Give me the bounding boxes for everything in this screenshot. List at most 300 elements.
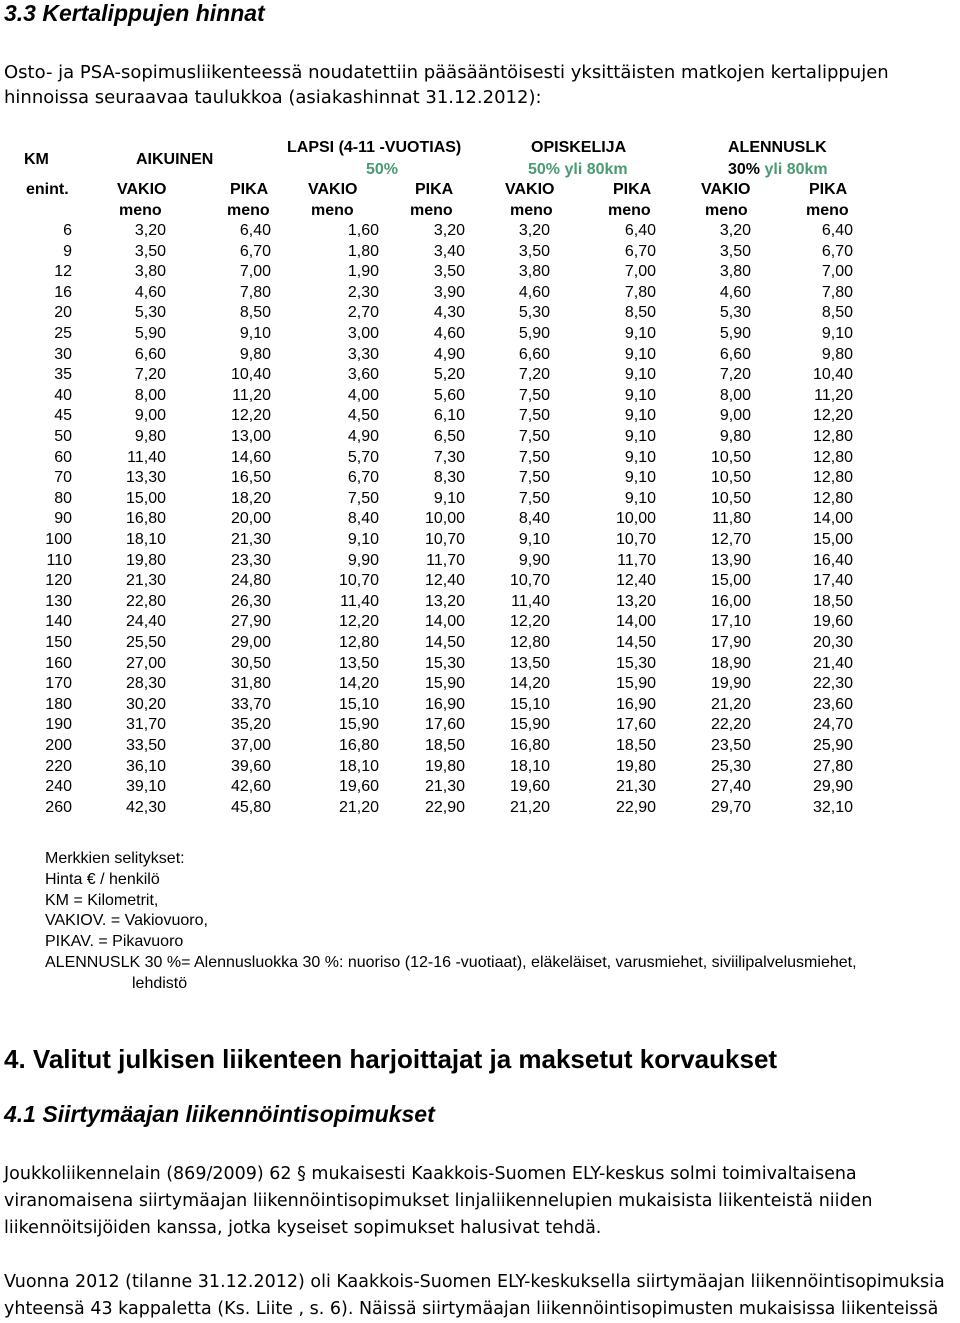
price-cell: 11,70 xyxy=(617,551,656,569)
price-cell: 10,40 xyxy=(812,366,853,384)
km-cell: 6 xyxy=(63,222,72,239)
price-cell: 17,90 xyxy=(710,634,751,651)
price-cell: 16,90 xyxy=(424,695,465,713)
price-cell: 3,50 xyxy=(719,242,751,260)
price-cell: 9,10 xyxy=(624,325,656,342)
price-cell: 9,90 xyxy=(347,551,379,569)
table-row xyxy=(0,427,960,448)
km-cell: 30 xyxy=(54,345,72,363)
subsection-heading: 4.1 Siirtymäajan liikennöintisopimukset xyxy=(4,1101,435,1127)
price-cell: 14,00 xyxy=(812,510,853,528)
km-cell: 40 xyxy=(54,386,72,404)
price-cell: 7,30 xyxy=(433,448,465,466)
price-cell: 7,50 xyxy=(518,489,550,507)
price-cell: 4,90 xyxy=(433,345,465,363)
price-cell: 9,10 xyxy=(624,428,656,445)
price-cell: 12,70 xyxy=(710,531,751,548)
price-cell: 5,30 xyxy=(134,304,166,322)
price-cell: 16,90 xyxy=(615,695,656,713)
km-cell: 120 xyxy=(45,572,72,590)
km-cell: 190 xyxy=(45,716,72,734)
price-cell: 21,20 xyxy=(509,798,550,816)
price-cell: 12,80 xyxy=(812,469,853,487)
col-dir-8: meno xyxy=(806,202,849,219)
price-cell: 6,50 xyxy=(433,428,465,445)
price-cell: 5,70 xyxy=(347,448,379,466)
price-cell: 14,20 xyxy=(338,675,379,693)
price-cell: 12,20 xyxy=(230,407,271,425)
price-cell: 8,50 xyxy=(624,304,656,322)
price-cell: 4,90 xyxy=(347,428,379,445)
price-cell: 3,50 xyxy=(518,242,550,260)
price-cell: 3,50 xyxy=(134,242,166,260)
price-cell: 10,70 xyxy=(615,531,656,548)
price-cell: 7,50 xyxy=(518,407,550,425)
price-cell: 9,10 xyxy=(239,325,271,342)
price-cell: 3,80 xyxy=(134,263,166,281)
price-cell: 18,20 xyxy=(230,489,271,507)
price-cell: 7,50 xyxy=(518,448,550,466)
price-cell: 3,00 xyxy=(347,325,379,342)
price-cell: 7,80 xyxy=(239,283,271,301)
table-row xyxy=(0,262,960,283)
price-cell: 3,90 xyxy=(433,283,465,301)
price-cell: 7,80 xyxy=(821,283,853,301)
price-cell: 4,30 xyxy=(433,304,465,322)
header-discount-pct xyxy=(728,160,828,180)
table-row xyxy=(0,571,960,592)
price-cell: 5,60 xyxy=(433,386,465,404)
price-cell: 3,40 xyxy=(433,242,465,260)
price-cell: 23,50 xyxy=(710,737,751,754)
header-child-pct: 50% xyxy=(366,161,399,178)
price-cell: 45,80 xyxy=(230,798,271,816)
table-row xyxy=(0,674,960,695)
price-cell: 15,00 xyxy=(710,572,751,590)
price-cell: 14,20 xyxy=(509,675,550,693)
price-cell: 16,80 xyxy=(509,737,550,754)
header-child: LAPSI (4-11 -VUOTIAS) xyxy=(287,139,462,156)
price-cell: 18,10 xyxy=(509,757,550,775)
legend-discount-cont: lehdistö xyxy=(132,974,188,992)
price-cell: 9,10 xyxy=(518,531,550,548)
price-cell: 7,20 xyxy=(719,366,751,384)
price-cell: 37,00 xyxy=(230,737,271,754)
price-cell: 12,80 xyxy=(338,634,379,651)
price-cell: 8,00 xyxy=(134,386,166,404)
price-cell: 21,30 xyxy=(424,778,465,796)
price-cell: 4,60 xyxy=(134,283,166,301)
price-cell: 3,50 xyxy=(433,263,465,281)
price-cell: 13,30 xyxy=(125,469,166,487)
price-cell: 27,80 xyxy=(812,757,853,775)
price-cell: 19,80 xyxy=(125,551,166,569)
km-cell: 80 xyxy=(54,489,72,507)
table-row xyxy=(0,448,960,469)
price-cell: 15,00 xyxy=(812,531,853,548)
price-cell: 9,10 xyxy=(624,407,656,425)
km-cell: 170 xyxy=(45,675,72,693)
col-type-2: PIKA xyxy=(230,181,269,198)
price-cell: 13,20 xyxy=(424,592,465,610)
price-cell: 22,90 xyxy=(615,798,656,816)
col-dir-5: meno xyxy=(510,202,553,219)
price-cell: 14,00 xyxy=(424,613,465,631)
price-cell: 8,00 xyxy=(719,386,751,404)
km-cell: 60 xyxy=(54,448,72,466)
price-cell: 10,50 xyxy=(710,448,751,466)
price-cell: 4,60 xyxy=(433,325,465,342)
price-cell: 9,10 xyxy=(624,489,656,507)
table-row xyxy=(0,654,960,675)
price-cell: 19,60 xyxy=(812,613,853,631)
price-cell: 9,10 xyxy=(624,386,656,404)
paragraph-2: Vuonna 2012 (tilanne 31.12.2012) oli Kaakkois-Suomen ELY-keskuksella siirtymäajan liikennöintisopimuksia yhteensä 43 kappaletta (Ks. Liite , s. 6). Näissä siirtymäajan liikennöintisopimusten mukaisissa liikenteissä xyxy=(4,1272,945,1319)
price-cell: 30,50 xyxy=(230,654,271,672)
price-cell: 16,40 xyxy=(812,551,853,569)
col-dir-2: meno xyxy=(227,202,270,219)
price-cell: 21,20 xyxy=(710,695,751,713)
table-row xyxy=(0,551,960,572)
table-row xyxy=(0,386,960,407)
col-type-5: VAKIO xyxy=(505,181,555,198)
price-cell: 25,30 xyxy=(710,757,751,775)
price-cell: 16,80 xyxy=(125,510,166,528)
km-cell: 16 xyxy=(54,283,72,301)
price-cell: 8,40 xyxy=(347,510,379,528)
table-row xyxy=(0,221,960,242)
price-cell: 12,20 xyxy=(812,407,853,425)
col-type-8: PIKA xyxy=(809,181,848,198)
price-cell: 23,30 xyxy=(230,551,271,569)
table-row xyxy=(0,633,960,654)
price-cell: 20,00 xyxy=(230,510,271,528)
price-cell: 17,40 xyxy=(812,572,853,590)
table-row xyxy=(0,530,960,551)
col-dir-6: meno xyxy=(608,202,651,219)
price-cell: 5,30 xyxy=(719,304,751,322)
price-cell: 24,40 xyxy=(125,613,166,631)
price-cell: 3,20 xyxy=(719,222,751,239)
price-cell: 10,00 xyxy=(424,510,465,528)
price-cell: 9,00 xyxy=(719,407,751,425)
price-cell: 1,80 xyxy=(347,242,379,260)
price-cell: 7,50 xyxy=(518,428,550,445)
price-cell: 9,10 xyxy=(624,345,656,363)
price-cell: 10,70 xyxy=(424,531,465,548)
price-cell: 4,60 xyxy=(518,283,550,301)
table-row xyxy=(0,283,960,304)
price-cell: 6,70 xyxy=(624,242,656,260)
price-cell: 4,60 xyxy=(719,283,751,301)
price-cell: 16,50 xyxy=(230,469,271,487)
price-cell: 7,50 xyxy=(518,386,550,404)
price-cell: 13,50 xyxy=(338,654,379,672)
table-row xyxy=(0,612,960,633)
price-cell: 15,90 xyxy=(615,675,656,693)
price-cell: 19,90 xyxy=(710,675,751,693)
price-cell: 8,40 xyxy=(518,510,550,528)
price-cell: 15,00 xyxy=(125,489,166,507)
price-cell: 18,50 xyxy=(615,737,656,754)
fare-table xyxy=(0,134,960,824)
table-row xyxy=(0,242,960,263)
price-cell: 9,80 xyxy=(821,345,853,363)
km-cell: 220 xyxy=(45,757,72,775)
price-cell: 13,50 xyxy=(509,654,550,672)
header-discount-pct-value: 30% yli 80km xyxy=(728,161,828,178)
table-row xyxy=(0,468,960,489)
header-student-pct: 50% yli 80km xyxy=(528,161,628,178)
price-cell: 5,90 xyxy=(518,325,550,342)
price-cell: 18,90 xyxy=(710,654,751,672)
price-cell: 15,30 xyxy=(424,654,465,672)
price-cell: 8,30 xyxy=(433,469,465,487)
price-cell: 21,30 xyxy=(615,778,656,796)
price-cell: 31,80 xyxy=(230,675,271,693)
price-cell: 7,00 xyxy=(821,263,853,281)
price-cell: 21,40 xyxy=(812,654,853,672)
price-cell: 13,90 xyxy=(710,551,751,569)
price-cell: 30,20 xyxy=(125,695,166,713)
col-type-3: VAKIO xyxy=(308,181,358,198)
price-cell: 2,30 xyxy=(347,283,379,301)
price-cell: 9,80 xyxy=(239,345,271,363)
price-cell: 22,30 xyxy=(812,675,853,693)
price-cell: 10,50 xyxy=(710,469,751,487)
price-cell: 2,70 xyxy=(347,304,379,322)
price-cell: 6,70 xyxy=(239,242,271,260)
price-cell: 12,40 xyxy=(615,572,656,590)
chapter-heading: 4. Valitut julkisen liikenteen harjoittajat ja maksetut korvaukset xyxy=(4,1044,778,1074)
price-cell: 6,40 xyxy=(821,222,853,239)
price-cell: 7,20 xyxy=(518,366,550,384)
table-row xyxy=(0,736,960,757)
price-cell: 4,00 xyxy=(347,386,379,404)
price-cell: 11,40 xyxy=(340,592,379,610)
price-cell: 15,90 xyxy=(424,675,465,693)
price-cell: 6,10 xyxy=(433,407,465,425)
price-cell: 19,80 xyxy=(424,757,465,775)
price-cell: 18,50 xyxy=(424,737,465,754)
price-cell: 5,90 xyxy=(719,325,751,342)
price-cell: 13,00 xyxy=(230,428,271,445)
price-cell: 21,30 xyxy=(230,531,271,548)
km-cell: 90 xyxy=(54,510,72,528)
km-cell: 20 xyxy=(54,304,72,322)
price-cell: 6,60 xyxy=(518,345,550,363)
price-cell: 25,90 xyxy=(812,737,853,754)
price-cell: 6,60 xyxy=(719,345,751,363)
price-cell: 7,20 xyxy=(134,366,166,384)
table-row xyxy=(0,489,960,510)
price-cell: 10,50 xyxy=(710,489,751,507)
price-cell: 9,10 xyxy=(624,469,656,487)
price-cell: 29,90 xyxy=(812,778,853,796)
km-cell: 110 xyxy=(46,551,72,569)
price-cell: 23,60 xyxy=(812,695,853,713)
table-row xyxy=(0,798,960,819)
km-cell: 45 xyxy=(54,407,72,425)
price-cell: 10,00 xyxy=(615,510,656,528)
price-cell: 8,50 xyxy=(239,304,271,322)
price-cell: 9,90 xyxy=(518,551,550,569)
paragraph-1: Joukkoliikennelain (869/2009) 62 § mukaisesti Kaakkois-Suomen ELY-keskus solmi toimivaltaisena viranomaisena siirtymäajan liikennöintisopimukset linjaliikennelupien mukaisista liikenteistä niiden liikennöitsijöiden kanssa, jotka kyseiset sopimukset halusivat tehdä. xyxy=(4,1164,873,1238)
price-cell: 28,30 xyxy=(125,675,166,693)
section-heading: 3.3 Kertalippujen hinnat xyxy=(4,0,265,26)
km-cell: 25 xyxy=(54,325,72,342)
table-row xyxy=(0,777,960,798)
price-cell: 33,50 xyxy=(125,737,166,754)
col-dir-7: meno xyxy=(705,202,748,219)
price-cell: 32,10 xyxy=(812,798,853,816)
table-row xyxy=(0,324,960,345)
price-cell: 10,70 xyxy=(338,572,379,590)
price-cell: 39,10 xyxy=(125,778,166,796)
col-type-1: VAKIO xyxy=(117,181,167,198)
col-dir-1: meno xyxy=(119,202,162,219)
price-cell: 21,20 xyxy=(338,798,379,816)
price-cell: 9,00 xyxy=(134,407,166,425)
price-cell: 6,40 xyxy=(239,222,271,239)
km-cell: 150 xyxy=(45,634,72,651)
table-row xyxy=(0,345,960,366)
table-row xyxy=(0,406,960,427)
price-cell: 12,40 xyxy=(424,572,465,590)
price-cell: 17,10 xyxy=(710,613,751,631)
table-row xyxy=(0,592,960,613)
price-cell: 20,30 xyxy=(812,634,853,651)
table-row xyxy=(0,303,960,324)
header-discount: ALENNUSLK xyxy=(728,139,827,156)
km-cell: 240 xyxy=(45,778,72,796)
price-cell: 6,70 xyxy=(821,242,853,260)
price-cell: 29,00 xyxy=(230,634,271,651)
price-cell: 5,30 xyxy=(518,304,550,322)
price-cell: 6,60 xyxy=(134,345,166,363)
price-cell: 3,80 xyxy=(518,263,550,281)
price-cell: 22,90 xyxy=(424,798,465,816)
price-cell: 12,20 xyxy=(338,613,379,631)
price-cell: 10,40 xyxy=(230,366,271,384)
price-cell: 27,40 xyxy=(710,778,751,796)
price-cell: 24,70 xyxy=(812,716,853,734)
price-cell: 11,40 xyxy=(511,592,550,610)
price-cell: 15,90 xyxy=(509,716,550,734)
price-cell: 42,30 xyxy=(125,798,166,816)
km-cell: 140 xyxy=(45,613,72,631)
price-cell: 12,20 xyxy=(509,613,550,631)
price-cell: 7,50 xyxy=(347,489,379,507)
price-cell: 5,20 xyxy=(433,366,465,384)
km-cell: 130 xyxy=(45,592,72,610)
price-cell: 3,80 xyxy=(719,263,751,281)
price-cell: 5,90 xyxy=(134,325,166,342)
price-cell: 10,70 xyxy=(509,572,550,590)
price-cell: 9,10 xyxy=(821,325,853,342)
km-cell: 12 xyxy=(54,263,72,281)
header-adult: AIKUINEN xyxy=(136,151,214,168)
price-cell: 3,20 xyxy=(134,222,166,239)
price-cell: 22,20 xyxy=(710,716,751,734)
price-cell: 9,80 xyxy=(134,428,166,445)
col-type-6: PIKA xyxy=(613,181,652,198)
price-cell: 18,50 xyxy=(812,592,853,610)
price-cell: 14,00 xyxy=(615,613,656,631)
col-dir-4: meno xyxy=(410,202,453,219)
table-row xyxy=(0,757,960,778)
km-cell: 200 xyxy=(45,737,72,754)
header-km: KM xyxy=(24,151,49,168)
km-cell: 9 xyxy=(63,242,72,260)
price-cell: 9,10 xyxy=(624,448,656,466)
price-cell: 12,80 xyxy=(509,634,550,651)
price-cell: 9,10 xyxy=(347,531,379,548)
header-student: OPISKELIJA xyxy=(531,139,627,156)
legend-title: Merkkien selitykset: xyxy=(45,850,185,867)
price-cell: 27,90 xyxy=(230,613,271,631)
price-cell: 7,50 xyxy=(518,469,550,487)
price-cell: 7,00 xyxy=(239,263,271,281)
price-cell: 19,60 xyxy=(338,778,379,796)
legend-km: KM = Kilometrit, xyxy=(45,891,159,909)
header-km-sub: enint. xyxy=(26,181,69,198)
price-cell: 14,60 xyxy=(230,448,271,466)
price-cell: 35,20 xyxy=(230,716,271,734)
km-cell: 35 xyxy=(54,366,72,384)
price-cell: 9,10 xyxy=(433,489,465,507)
price-cell: 36,10 xyxy=(125,757,166,775)
price-cell: 11,70 xyxy=(426,551,465,569)
price-cell: 7,00 xyxy=(624,263,656,281)
price-cell: 9,80 xyxy=(719,428,751,445)
price-cell: 11,20 xyxy=(814,386,853,404)
km-cell: 70 xyxy=(54,469,72,487)
price-cell: 15,10 xyxy=(338,695,379,713)
price-cell: 11,80 xyxy=(712,510,751,528)
legend-discount: ALENNUSLK 30 %= Alennusluokka 30 %: nuoriso (12-16 -vuotiaat), eläkeläiset, varusmiehet, siviilipalvelusmiehet, xyxy=(45,953,857,971)
table-row xyxy=(0,715,960,736)
price-cell: 24,80 xyxy=(230,572,271,590)
price-cell: 3,30 xyxy=(347,345,379,363)
price-cell: 1,60 xyxy=(347,222,379,239)
price-cell: 16,00 xyxy=(710,592,751,610)
col-type-4: PIKA xyxy=(415,181,454,198)
price-cell: 12,80 xyxy=(812,428,853,445)
col-type-7: VAKIO xyxy=(701,181,751,198)
price-cell: 3,20 xyxy=(518,222,550,239)
price-cell: 15,30 xyxy=(615,654,656,672)
price-cell: 17,60 xyxy=(615,716,656,734)
price-cell: 19,60 xyxy=(509,778,550,796)
price-cell: 22,80 xyxy=(125,592,166,610)
price-cell: 27,00 xyxy=(125,654,166,672)
km-cell: 260 xyxy=(45,798,72,816)
price-cell: 14,50 xyxy=(615,634,656,651)
price-cell: 39,60 xyxy=(230,757,271,775)
price-cell: 16,80 xyxy=(338,737,379,754)
price-cell: 11,20 xyxy=(232,386,271,404)
price-cell: 4,50 xyxy=(347,407,379,425)
price-cell: 12,80 xyxy=(812,489,853,507)
table-row xyxy=(0,509,960,530)
price-cell: 12,80 xyxy=(812,448,853,466)
price-cell: 18,10 xyxy=(125,531,166,548)
price-cell: 7,80 xyxy=(624,283,656,301)
price-cell: 6,70 xyxy=(347,469,379,487)
legend xyxy=(45,849,960,995)
price-cell: 31,70 xyxy=(125,716,166,734)
